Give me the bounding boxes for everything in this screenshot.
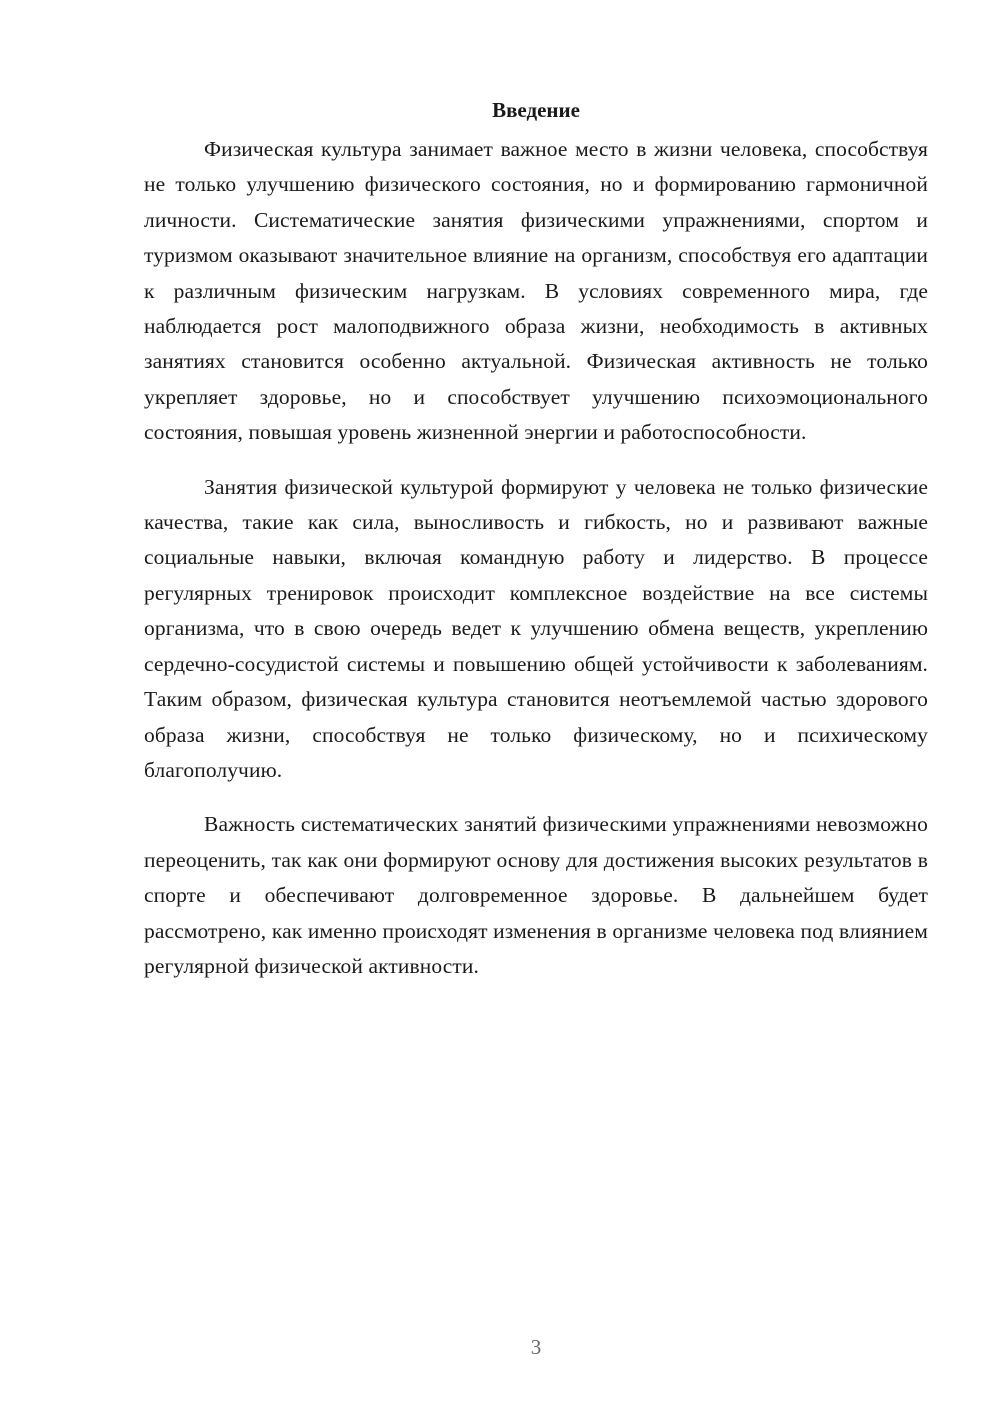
section-title: Введение	[492, 98, 580, 122]
page-content	[144, 92, 928, 1003]
paragraph-2: Занятия физической культурой формируют у человека не только физические качества, такие как сила, выносливость и гибкость, но и развивают важные социальные навыки, включая командную работу и лидерство. В процессе регулярных тренировок происходит комплексное воздействие на все системы организма, что в свою очередь ведет к улучшению обмена веществ, укреплению сердечно-сосудистой системы и повышению общей устойчивости к заболеваниям. Таким образом, физическая культура становится неотъемлемой частью здорового образа жизни, способствуя не только физическому, но и психическому благополучию.	[144, 474, 928, 782]
paragraph-1: Физическая культура занимает важное место в жизни человека, способствуя не только улучшению физического состояния, но и формированию гармоничной личности. Систематические занятия физическими упражнениями, спортом и туризмом оказывают значительное влияние на организм, способствуя его адаптации к различным физическим нагрузкам. В условиях современного мира, где наблюдается рост малоподвижного образа жизни, необходимость в активных занятиях становится особенно актуальной. Физическая активность не только укрепляет здоровье, но и способствует улучшению психоэмоционального состояния, повышая уровень жизненной энергии и работоспособности.	[144, 137, 928, 445]
paragraph-3: Важность систематических занятий физическими упражнениями невозможно переоценить, так как они формируют основу для достижения высоких результатов в спорте и обеспечивают долговременное здоровье. В дальнейшем будет рассмотрено, как именно происходят изменения в организме человека под влиянием регулярной физической активности.	[144, 812, 928, 978]
page-number: 3	[530, 1335, 542, 1359]
